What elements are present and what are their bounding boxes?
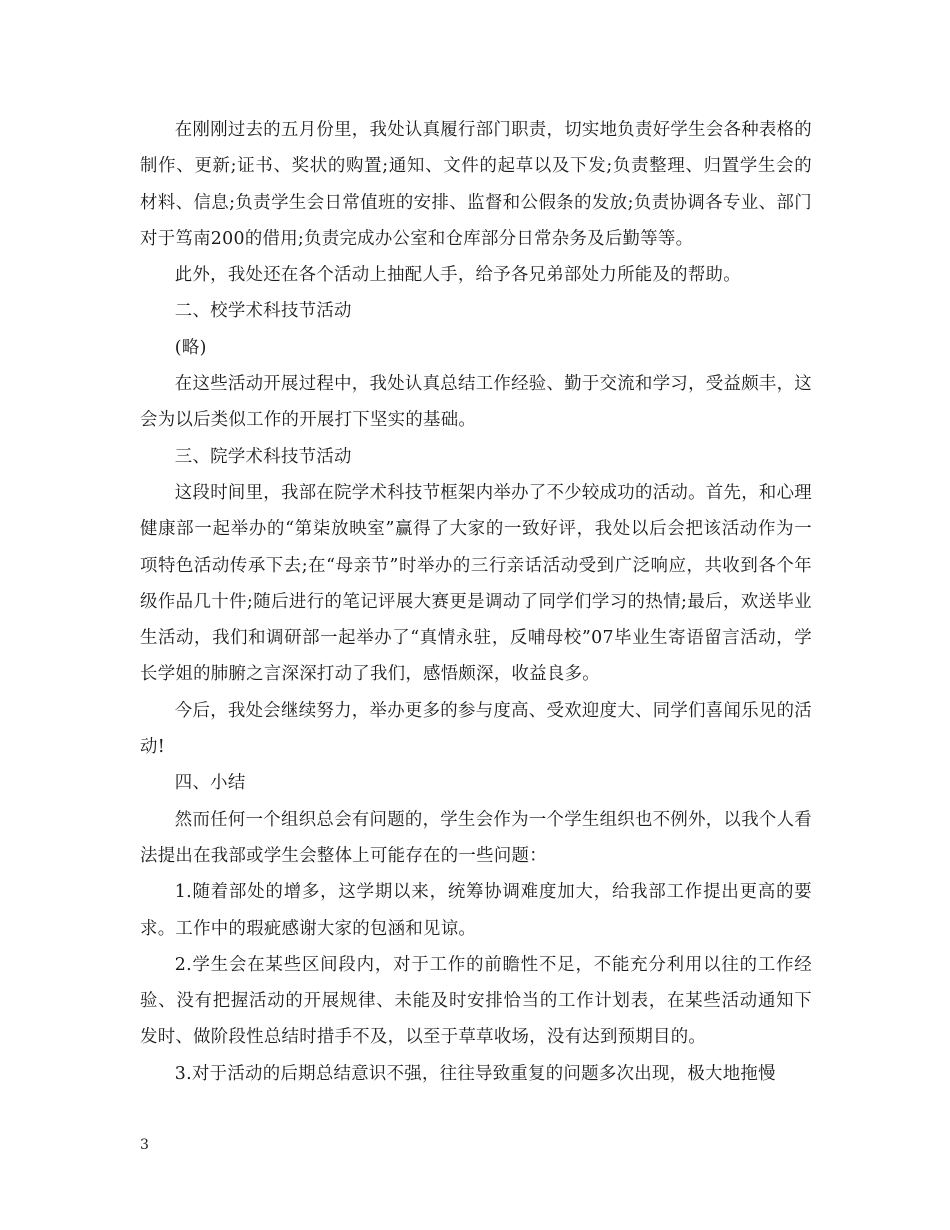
- list-item-problem-3: 3.对于活动的后期总结意识不强，往往导致重复的问题多次出现，极大地拖慢: [174, 1063, 776, 1084]
- page-number: 3: [140, 1137, 149, 1153]
- paragraph-college-activities: 这段时间里，我部在院学术科技节框架内举办了不少较成功的活动。首先，和心理健康部一起举办的“第柒放映室”赢得了大家的一致好评，我处以后会把该活动作为一项特色活动传承下去;在“母亲节”时举办的三行亲话活动受到广泛响应，共收到各个年级作品几十件;随后进行的笔记评展大赛更是调动了同学们学习的热情;最后，欢送毕业生活动，我们和调研部一起举办了“真情永驻，反哺母校”07毕业生寄语留言活动，学长学姐的肺腑之言深深打动了我们，感悟颇深，收益良多。: [140, 482, 812, 685]
- paragraph-omitted: (略): [174, 337, 207, 358]
- document-body: [140, 112, 812, 1092]
- paragraph-staff-support: 此外，我处还在各个活动上抽配人手，给予各兄弟部处力所能及的帮助。: [174, 265, 741, 286]
- list-item-problem-1: 1.随着部处的增多，这学期以来，统筹协调难度加大，给我部工作提出更高的要求。工作中的瑕疵感谢大家的包涵和见谅。: [140, 882, 812, 939]
- section-heading-summary: 四、小结: [174, 773, 246, 794]
- paragraph-future-plans: 今后，我处会继续努力，举办更多的参与度高、受欢迎度大、同学们喜闻乐见的活动!: [140, 700, 812, 758]
- list-item-problem-2: 2.学生会在某些区间段内，对于工作的前瞻性不足，不能充分利用以往的工作经验、没有把握活动的开展规律、未能及时安排恰当的工作计划表，在某些活动通知下发时、做阶段性总结时措手不及，以至于草草收场，没有达到预期目的。: [140, 954, 812, 1048]
- paragraph-problems-intro: 然而任何一个组织总会有问题的，学生会作为一个学生组织也不例外，以我个人看法提出在我部或学生会整体上可能存在的一些问题：: [140, 809, 812, 866]
- section-heading-college-tech-festival: 三、院学术科技节活动: [174, 446, 352, 467]
- section-heading-school-tech-festival: 二、校学术科技节活动: [174, 301, 352, 322]
- paragraph-experience-summary: 在这些活动开展过程中，我处认真总结工作经验、勤于交流和学习，受益颇丰，这会为以后类似工作的开展打下坚实的基础。: [140, 374, 812, 431]
- paragraph-may-duties: 在刚刚过去的五月份里，我处认真履行部门职责，切实地负责好学生会各种表格的制作、更新;证书、奖状的购置;通知、文件的起草以及下发;负责整理、归置学生会的材料、信息;负责学生会日常值班的安排、监督和公假条的发放;负责协调各专业、部门对于笃南200的借用;负责完成办公室和仓库部分日常杂务及后勤等等。: [140, 120, 812, 249]
